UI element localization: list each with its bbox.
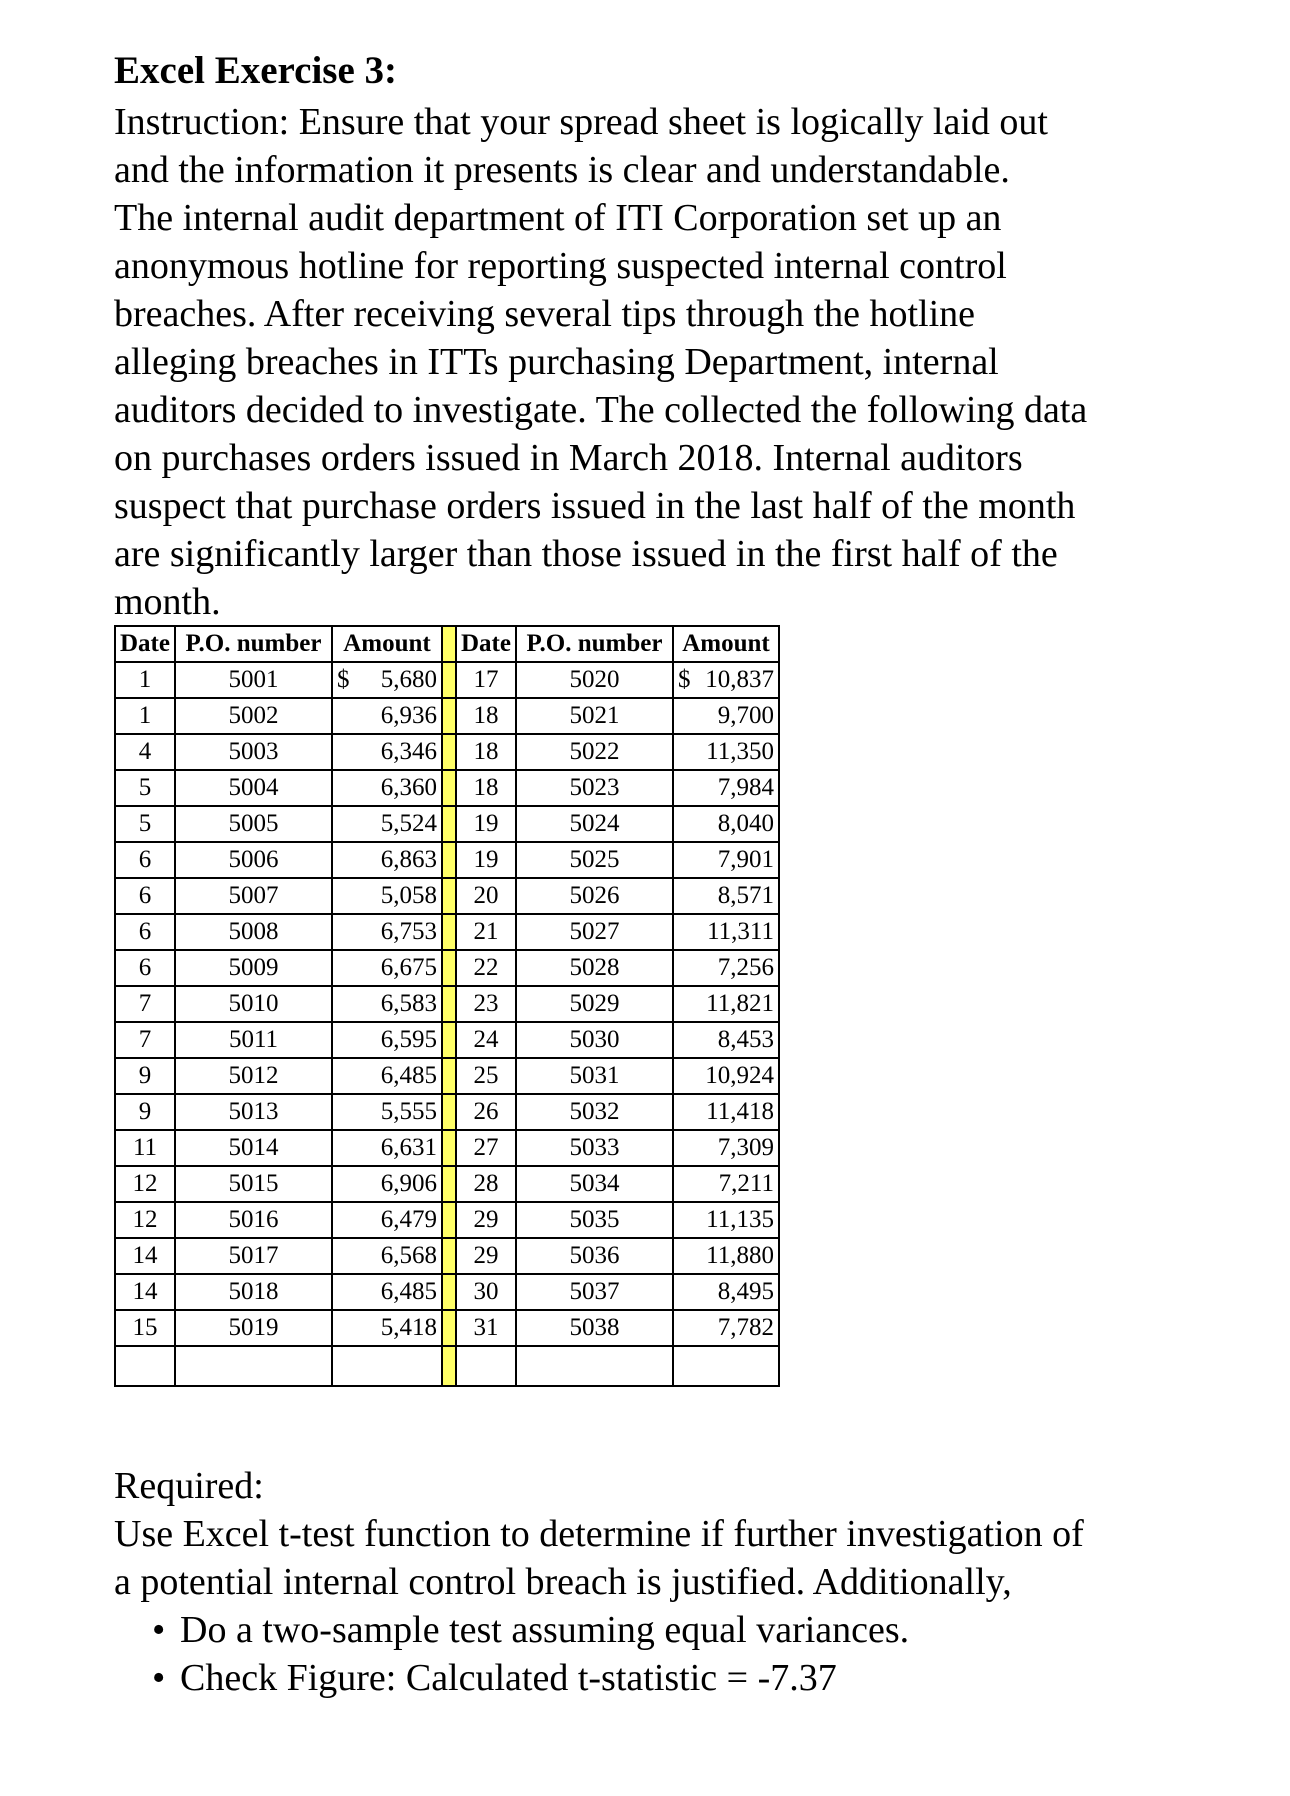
- date-cell: 19: [456, 806, 516, 842]
- po-number-cell: 5033: [516, 1130, 673, 1166]
- date-cell: 17: [456, 662, 516, 698]
- po-number-cell: 5020: [516, 662, 673, 698]
- po-number-cell: 5004: [175, 770, 332, 806]
- empty-cell: [175, 1346, 332, 1386]
- date-cell: 9: [115, 1094, 175, 1130]
- amount-cell: 7,984: [673, 770, 779, 806]
- header-date-1: Date: [115, 626, 175, 662]
- column-separator: [442, 1310, 456, 1346]
- po-number-cell: 5003: [175, 734, 332, 770]
- date-cell: 28: [456, 1166, 516, 1202]
- date-cell: 1: [115, 698, 175, 734]
- date-cell: 24: [456, 1022, 516, 1058]
- empty-cell: [115, 1346, 175, 1386]
- date-cell: 26: [456, 1094, 516, 1130]
- date-cell: 6: [115, 950, 175, 986]
- column-separator: [442, 1238, 456, 1274]
- amount-cell: 6,485: [332, 1274, 442, 1310]
- column-separator: [442, 950, 456, 986]
- instruction-paragraph: [114, 98, 1244, 626]
- header-date-2: Date: [456, 626, 516, 662]
- date-cell: 5: [115, 806, 175, 842]
- amount-cell: 11,135: [673, 1202, 779, 1238]
- table-row: [115, 1238, 779, 1274]
- date-cell: 18: [456, 734, 516, 770]
- po-number-cell: 5028: [516, 950, 673, 986]
- column-separator: [442, 1166, 456, 1202]
- amount-cell: 11,821: [673, 986, 779, 1022]
- po-number-cell: 5035: [516, 1202, 673, 1238]
- date-cell: 30: [456, 1274, 516, 1310]
- table-row: [115, 878, 779, 914]
- bullet-list: [152, 1606, 1264, 1702]
- po-number-cell: 5011: [175, 1022, 332, 1058]
- date-cell: 7: [115, 1022, 175, 1058]
- date-cell: 31: [456, 1310, 516, 1346]
- po-number-cell: 5009: [175, 950, 332, 986]
- column-separator: [442, 914, 456, 950]
- date-cell: 4: [115, 734, 175, 770]
- bullet-icon: •: [152, 1609, 166, 1651]
- amount-cell: 6,675: [332, 950, 442, 986]
- column-separator: [442, 1058, 456, 1094]
- amount-cell: 6,479: [332, 1202, 442, 1238]
- required-line: Use Excel t-test function to determine if further investigation of: [114, 1513, 1084, 1555]
- empty-cell: [516, 1346, 673, 1386]
- po-number-cell: 5022: [516, 734, 673, 770]
- currency-symbol: $: [678, 666, 691, 693]
- instruction-line: are significantly larger than those issued in the first half of the: [114, 533, 1058, 575]
- instruction-line: on purchases orders issued in March 2018. Internal auditors: [114, 437, 1023, 479]
- amount-cell: 6,906: [332, 1166, 442, 1202]
- po-number-cell: 5031: [516, 1058, 673, 1094]
- po-number-cell: 5025: [516, 842, 673, 878]
- po-number-cell: 5037: [516, 1274, 673, 1310]
- bullet-item: • Check Figure: Calculated t-statistic = -7.37: [152, 1654, 1264, 1702]
- amount-cell: 7,309: [673, 1130, 779, 1166]
- amount-cell: $ 10,837: [673, 662, 779, 698]
- po-number-cell: 5030: [516, 1022, 673, 1058]
- po-number-cell: 5010: [175, 986, 332, 1022]
- po-number-cell: 5021: [516, 698, 673, 734]
- amount-cell: 5,524: [332, 806, 442, 842]
- date-cell: 14: [115, 1274, 175, 1310]
- amount-cell: 7,901: [673, 842, 779, 878]
- empty-row: [115, 1346, 779, 1386]
- bullet-item: • Do a two-sample test assuming equal variances.: [152, 1606, 1264, 1654]
- po-number-cell: 5026: [516, 878, 673, 914]
- date-cell: 22: [456, 950, 516, 986]
- table-row: [115, 1274, 779, 1310]
- required-line: a potential internal control breach is justified. Additionally,: [114, 1561, 1012, 1603]
- date-cell: 7: [115, 986, 175, 1022]
- amount-cell: 8,453: [673, 1022, 779, 1058]
- po-number-cell: 5005: [175, 806, 332, 842]
- amount-cell: 7,211: [673, 1166, 779, 1202]
- header-po-number-2: P.O. number: [516, 626, 673, 662]
- bullet-icon: •: [152, 1657, 166, 1699]
- empty-cell: [332, 1346, 442, 1386]
- date-cell: 6: [115, 842, 175, 878]
- column-separator: [442, 1274, 456, 1310]
- table-row: [115, 842, 779, 878]
- exercise-title: Excel Exercise 3:: [114, 49, 398, 92]
- instruction-line: alleging breaches in ITTs purchasing Department, internal: [114, 341, 999, 383]
- column-separator: [442, 842, 456, 878]
- column-separator: [442, 806, 456, 842]
- date-cell: 29: [456, 1238, 516, 1274]
- amount-cell: 11,311: [673, 914, 779, 950]
- po-number-cell: 5038: [516, 1310, 673, 1346]
- date-cell: 18: [456, 770, 516, 806]
- po-number-cell: 5008: [175, 914, 332, 950]
- column-separator: [442, 626, 456, 662]
- po-number-cell: 5012: [175, 1058, 332, 1094]
- po-number-cell: 5019: [175, 1310, 332, 1346]
- table-header-row: [115, 626, 779, 662]
- date-cell: 23: [456, 986, 516, 1022]
- amount-cell: 9,700: [673, 698, 779, 734]
- purchase-orders-table: [114, 625, 780, 1387]
- amount-cell: 5,058: [332, 878, 442, 914]
- amount-cell: 8,040: [673, 806, 779, 842]
- amount-cell: 11,418: [673, 1094, 779, 1130]
- date-cell: 25: [456, 1058, 516, 1094]
- instruction-line: suspect that purchase orders issued in the last half of the month: [114, 485, 1076, 527]
- po-number-cell: 5023: [516, 770, 673, 806]
- amount-cell: 6,936: [332, 698, 442, 734]
- amount-cell: 6,360: [332, 770, 442, 806]
- date-cell: 11: [115, 1130, 175, 1166]
- column-separator: [442, 1202, 456, 1238]
- po-number-cell: 5032: [516, 1094, 673, 1130]
- table-row: [115, 1166, 779, 1202]
- date-cell: 1: [115, 662, 175, 698]
- table-row: [115, 1202, 779, 1238]
- po-number-cell: 5034: [516, 1166, 673, 1202]
- date-cell: 15: [115, 1310, 175, 1346]
- po-number-cell: 5006: [175, 842, 332, 878]
- po-number-cell: 5017: [175, 1238, 332, 1274]
- required-heading: Required:: [114, 1465, 264, 1507]
- column-separator: [442, 1346, 456, 1386]
- amount-cell: 11,350: [673, 734, 779, 770]
- po-number-cell: 5001: [175, 662, 332, 698]
- date-cell: 12: [115, 1202, 175, 1238]
- empty-cell: [673, 1346, 779, 1386]
- table-row: [115, 1058, 779, 1094]
- date-cell: 12: [115, 1166, 175, 1202]
- instruction-line: auditors decided to investigate. The collected the following data: [114, 389, 1088, 431]
- po-number-cell: 5018: [175, 1274, 332, 1310]
- amount-cell: 6,346: [332, 734, 442, 770]
- column-separator: [442, 1094, 456, 1130]
- table-row: [115, 734, 779, 770]
- amount-cell: 6,568: [332, 1238, 442, 1274]
- table-row: [115, 914, 779, 950]
- amount-cell: 6,485: [332, 1058, 442, 1094]
- instruction-line: and the information it presents is clear and understandable.: [114, 149, 1010, 191]
- po-number-cell: 5002: [175, 698, 332, 734]
- date-cell: 14: [115, 1238, 175, 1274]
- column-separator: [442, 662, 456, 698]
- po-number-cell: 5036: [516, 1238, 673, 1274]
- amount-cell: 6,631: [332, 1130, 442, 1166]
- amount-cell: 8,495: [673, 1274, 779, 1310]
- amount-cell: 6,753: [332, 914, 442, 950]
- header-po-number-1: P.O. number: [175, 626, 332, 662]
- date-cell: 20: [456, 878, 516, 914]
- required-section: [114, 1462, 1264, 1702]
- po-number-cell: 5027: [516, 914, 673, 950]
- column-separator: [442, 878, 456, 914]
- column-separator: [442, 1022, 456, 1058]
- date-cell: 5: [115, 770, 175, 806]
- instruction-line: anonymous hotline for reporting suspected internal control: [114, 245, 1007, 287]
- header-amount-1: Amount: [332, 626, 442, 662]
- header-amount-2: Amount: [673, 626, 779, 662]
- table-row: [115, 950, 779, 986]
- empty-cell: [456, 1346, 516, 1386]
- amount-cell: $ 5,680: [332, 662, 442, 698]
- table-row: [115, 770, 779, 806]
- po-number-cell: 5007: [175, 878, 332, 914]
- amount-cell: 7,256: [673, 950, 779, 986]
- table-row: [115, 1310, 779, 1346]
- column-separator: [442, 1130, 456, 1166]
- table-row: [115, 1130, 779, 1166]
- table-row: [115, 662, 779, 698]
- po-number-cell: 5016: [175, 1202, 332, 1238]
- po-number-cell: 5024: [516, 806, 673, 842]
- amount-cell: 6,583: [332, 986, 442, 1022]
- date-cell: 27: [456, 1130, 516, 1166]
- po-number-cell: 5015: [175, 1166, 332, 1202]
- column-separator: [442, 734, 456, 770]
- amount-cell: 5,418: [332, 1310, 442, 1346]
- instruction-line: The internal audit department of ITI Corporation set up an: [114, 197, 1002, 239]
- date-cell: 6: [115, 914, 175, 950]
- table-row: [115, 1094, 779, 1130]
- table-row: [115, 986, 779, 1022]
- table-row: [115, 1022, 779, 1058]
- date-cell: 6: [115, 878, 175, 914]
- amount-cell: 8,571: [673, 878, 779, 914]
- table-row: [115, 698, 779, 734]
- table-row: [115, 806, 779, 842]
- instruction-line: breaches. After receiving several tips through the hotline: [114, 293, 976, 335]
- column-separator: [442, 698, 456, 734]
- currency-symbol: $: [337, 666, 350, 693]
- po-number-cell: 5013: [175, 1094, 332, 1130]
- date-cell: 9: [115, 1058, 175, 1094]
- po-number-cell: 5029: [516, 986, 673, 1022]
- amount-cell: 6,595: [332, 1022, 442, 1058]
- date-cell: 29: [456, 1202, 516, 1238]
- amount-cell: 10,924: [673, 1058, 779, 1094]
- amount-cell: 6,863: [332, 842, 442, 878]
- date-cell: 21: [456, 914, 516, 950]
- po-number-cell: 5014: [175, 1130, 332, 1166]
- date-cell: 18: [456, 698, 516, 734]
- amount-cell: 5,555: [332, 1094, 442, 1130]
- instruction-line: month.: [114, 581, 221, 623]
- amount-cell: 7,782: [673, 1310, 779, 1346]
- date-cell: 19: [456, 842, 516, 878]
- column-separator: [442, 986, 456, 1022]
- amount-cell: 11,880: [673, 1238, 779, 1274]
- column-separator: [442, 770, 456, 806]
- instruction-line: Instruction: Ensure that your spread sheet is logically laid out: [114, 101, 1048, 143]
